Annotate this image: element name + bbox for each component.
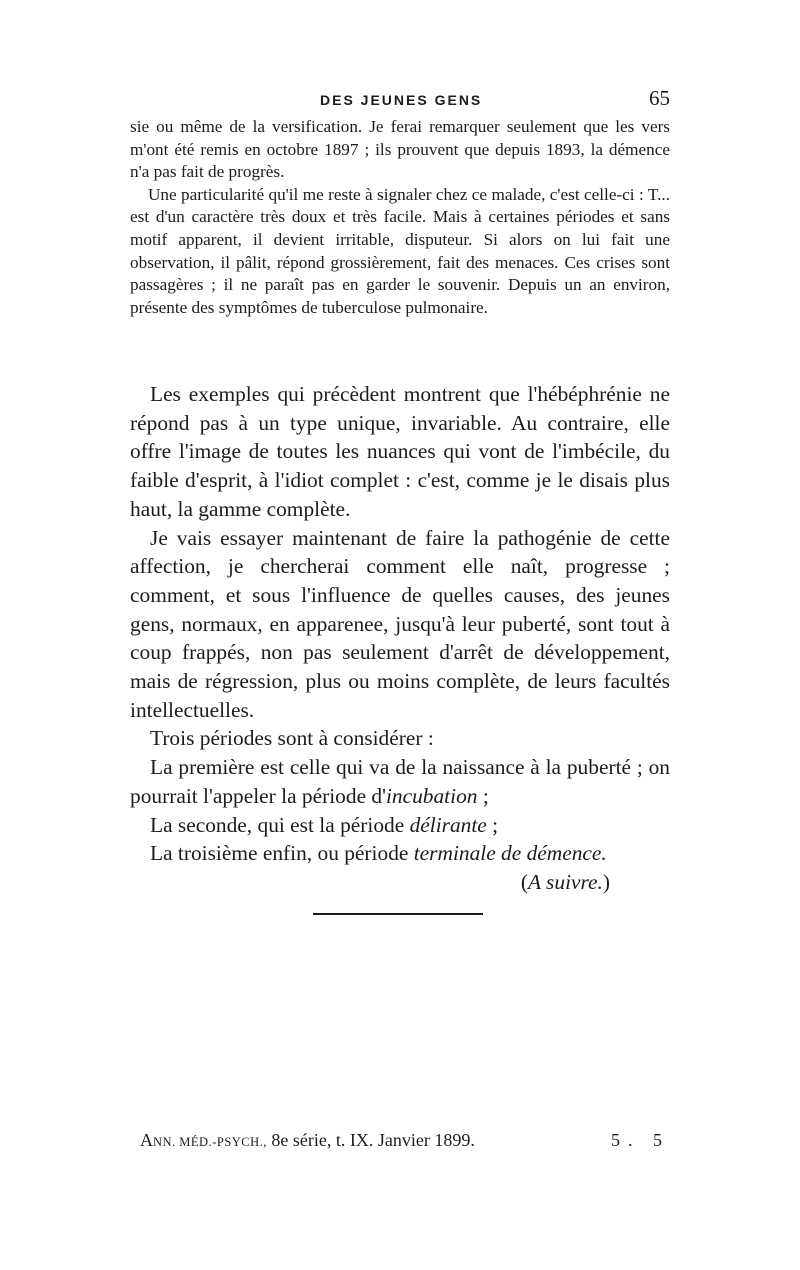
citation-rest: 8e série, t. IX. Janvier 1899. (266, 1130, 475, 1150)
suivre-text: A suivre. (528, 869, 603, 894)
citation-smallcaps: NN. MÉD.-PSYCH., (153, 1135, 267, 1149)
period-text: La troisième enfin, ou période (150, 841, 414, 866)
period-terminale (130, 839, 670, 868)
period-term: terminale de démence. (413, 841, 607, 866)
page-footer (130, 1130, 670, 1160)
main-paragraph: Les exemples qui précèdent montrent que l'hébéphrénie ne répond pas à un type unique, invariable. Au contraire, elle offre l'image de toutes les nuances qui vont de l'imbécile, du faible d'esprit, à l'idiot complet : c'est, comme je le disais plus haut, la gamme complète. (130, 382, 670, 521)
note-paragraph: sie ou même de la versification. Je ferai remarquer seulement que les vers m'ont été remis en octobre 1897 ; ils prouvent que depuis 1893, la démence n'a pas fait de progrès. (130, 117, 670, 182)
paren-close: ) (602, 869, 610, 894)
to-be-continued (130, 868, 670, 897)
period-text: La seconde, qui est la période (150, 812, 410, 837)
period-punct: ; (486, 812, 499, 837)
signature-mark: 5. 5 (611, 1130, 670, 1150)
period-term: délirante (409, 812, 487, 837)
running-title: DES JEUNES GENS (320, 92, 483, 108)
running-head (130, 86, 670, 118)
case-note-block (130, 116, 670, 319)
note-paragraph: Une particularité qu'il me reste à signaler chez ce malade, c'est celle-ci : T... est d'un caractère très doux et très facile. Mais à certaines périodes et sans motif apparent, il devient irritable, disputeur. Si alors on lui fait une observation, il pâlit, répond grossièrement, fait des menaces. Ces crises sont passagères ; il ne paraît pas en garder le souvenir. Depuis un an environ, présente des symptômes de tuberculose pulmonaire. (130, 184, 670, 317)
period-punct: ; (477, 783, 489, 808)
main-paragraph: Je vais essayer maintenant de faire la pathogénie de cette affection, je chercherai comment elle naît, progresse ; comment, et sous l'influence de quelles causes, des jeunes gens, normaux, en apparenee, jusqu'à leur puberté, sont tout à coup frappés, non pas seulement d'arrêt de développement, mais de régression, plus ou moins complète, de leurs facultés intellectuelles. (130, 525, 670, 722)
period-term: incubation (385, 783, 478, 808)
period-incubation (130, 753, 670, 810)
page-number: 65 (649, 86, 670, 110)
journal-citation (140, 1130, 475, 1151)
period-delirante (130, 811, 670, 840)
citation-initial: A (140, 1130, 153, 1150)
period-text: La première est celle qui va de la naissance à la puberté ; on pourrait l'appeler la période d' (130, 755, 670, 808)
main-text-block (130, 380, 670, 897)
main-paragraph: Trois périodes sont à considérer : (150, 726, 434, 751)
section-divider (313, 913, 483, 915)
paren-open: ( (520, 869, 529, 894)
